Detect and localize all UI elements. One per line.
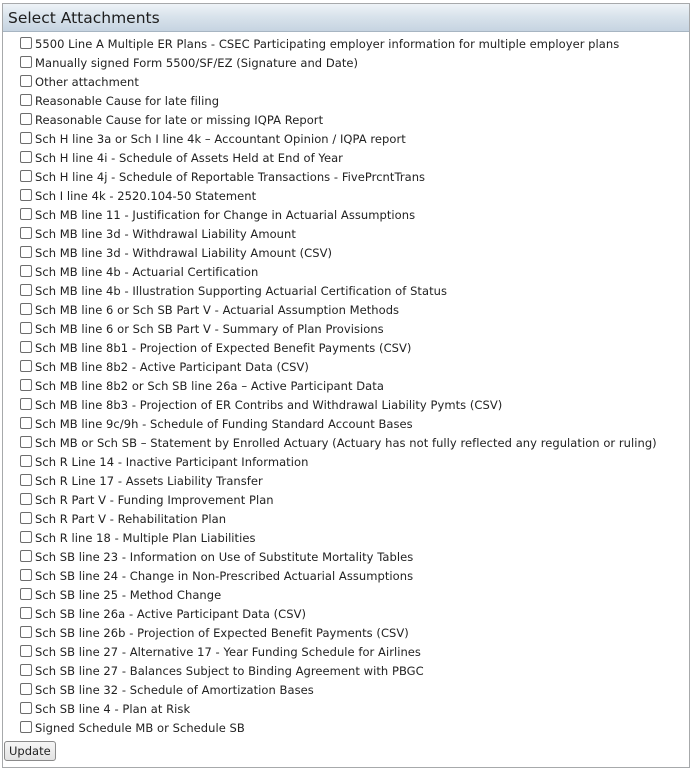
attachment-item[interactable] [20,643,657,662]
attachment-checkbox[interactable] [20,417,32,429]
attachment-checkbox[interactable] [20,531,32,543]
attachment-item[interactable] [20,415,657,434]
attachment-checkbox[interactable] [20,151,32,163]
attachment-item[interactable] [20,605,657,624]
attachment-item[interactable] [20,263,657,282]
attachment-item[interactable] [20,700,657,719]
attachment-item[interactable] [20,529,657,548]
attachment-item[interactable] [20,244,657,263]
attachment-checkbox[interactable] [20,189,32,201]
attachment-checkbox[interactable] [20,113,32,125]
attachment-checkbox[interactable] [20,170,32,182]
attachment-checkbox[interactable] [20,379,32,391]
attachment-label[interactable]: Sch MB or Sch SB – Statement by Enrolled Actuary (Actuary has not fully reflected any regulation or ruling) [35,436,657,450]
attachment-label[interactable]: Sch SB line 4 - Plan at Risk [35,702,191,716]
attachment-checkbox[interactable] [20,56,32,68]
attachment-item[interactable] [20,168,657,187]
attachment-item[interactable] [20,472,657,491]
attachment-item[interactable] [20,149,657,168]
attachment-item[interactable] [20,35,657,54]
attachment-label[interactable]: Signed Schedule MB or Schedule SB [35,721,245,735]
attachment-item[interactable] [20,130,657,149]
attachment-checkbox[interactable] [20,607,32,619]
attachment-label[interactable]: Sch R Part V - Funding Improvement Plan [35,493,274,507]
attachment-item[interactable] [20,301,657,320]
attachment-label[interactable]: Sch I line 4k - 2520.104-50 Statement [35,189,257,203]
attachment-item[interactable] [20,92,657,111]
attachment-item[interactable] [20,719,657,738]
attachment-label[interactable]: Sch SB line 24 - Change in Non-Prescribed Actuarial Assumptions [35,569,414,583]
attachment-checkbox[interactable] [20,360,32,372]
attachment-item[interactable] [20,358,657,377]
attachment-label[interactable]: Sch H line 4i - Schedule of Assets Held at End of Year [35,151,343,165]
attachment-checkbox[interactable] [20,550,32,562]
attachment-label[interactable]: Sch R line 18 - Multiple Plan Liabilities [35,531,256,545]
attachment-item[interactable] [20,510,657,529]
attachment-item[interactable] [20,491,657,510]
attachment-checkbox[interactable] [20,683,32,695]
attachment-checkbox[interactable] [20,664,32,676]
attachment-label[interactable]: Sch SB line 32 - Schedule of Amortization Bases [35,683,314,697]
attachment-item[interactable] [20,681,657,700]
attachment-item[interactable] [20,567,657,586]
attachment-list [20,35,657,738]
attachment-label[interactable]: Sch MB line 6 or Sch SB Part V - Summary of Plan Provisions [35,322,384,336]
attachment-checkbox[interactable] [20,493,32,505]
attachment-checkbox[interactable] [20,702,32,714]
attachment-label[interactable]: Sch MB line 4b - Actuarial Certification [35,265,259,279]
attachment-checkbox[interactable] [20,626,32,638]
attachment-item[interactable] [20,624,657,643]
attachment-label[interactable]: Sch MB line 8b2 or Sch SB line 26a – Active Participant Data [35,379,384,393]
attachment-item[interactable] [20,377,657,396]
attachment-label[interactable]: Sch R Line 17 - Assets Liability Transfer [35,474,263,488]
attachment-item[interactable] [20,282,657,301]
attachment-checkbox[interactable] [20,474,32,486]
attachment-checkbox[interactable] [20,227,32,239]
attachment-checkbox[interactable] [20,37,32,49]
attachment-label[interactable]: 5500 Line A Multiple ER Plans - CSEC Participating employer information for multiple employer plans [35,37,620,51]
attachment-checkbox[interactable] [20,569,32,581]
attachment-checkbox[interactable] [20,284,32,296]
attachment-label[interactable]: Sch MB line 4b - Illustration Supporting Actuarial Certification of Status [35,284,448,298]
attachment-label[interactable]: Sch MB line 3d - Withdrawal Liability Amount [35,227,296,241]
attachment-label[interactable]: Other attachment [35,75,139,89]
attachment-checkbox[interactable] [20,303,32,315]
attachment-label[interactable]: Manually signed Form 5500/SF/EZ (Signature and Date) [35,56,359,70]
attachment-item[interactable] [20,548,657,567]
attachment-item[interactable] [20,396,657,415]
attachment-checkbox[interactable] [20,322,32,334]
panel-header [3,4,689,32]
attachment-label[interactable]: Sch H line 4j - Schedule of Reportable Transactions - FivePrcntTrans [35,170,426,184]
attachment-item[interactable] [20,73,657,92]
attachment-checkbox[interactable] [20,455,32,467]
attachment-label[interactable]: Sch SB line 27 - Alternative 17 - Year Funding Schedule for Airlines [35,645,421,659]
attachment-item[interactable] [20,339,657,358]
attachment-item[interactable] [20,453,657,472]
attachment-item[interactable] [20,586,657,605]
attachment-item[interactable] [20,320,657,339]
attachment-checkbox[interactable] [20,398,32,410]
attachment-label[interactable]: Sch R Part V - Rehabilitation Plan [35,512,227,526]
attachment-label[interactable]: Sch MB line 9c/9h - Schedule of Funding Standard Account Bases [35,417,413,431]
attachment-checkbox[interactable] [20,75,32,87]
attachment-label[interactable]: Sch MB line 8b1 - Projection of Expected Benefit Payments (CSV) [35,341,412,355]
attachment-label[interactable]: Sch SB line 26a - Active Participant Data (CSV) [35,607,307,621]
attachment-label[interactable]: Sch MB line 8b3 - Projection of ER Contribs and Withdrawal Liability Pymts (CSV) [35,398,503,412]
update-button[interactable]: Update [4,741,56,761]
attachment-item[interactable] [20,662,657,681]
attachment-label[interactable]: Sch SB line 26b - Projection of Expected Benefit Payments (CSV) [35,626,409,640]
attachment-checkbox[interactable] [20,588,32,600]
attachment-label[interactable]: Sch R Line 14 - Inactive Participant Information [35,455,309,469]
attachment-label[interactable]: Sch SB line 25 - Method Change [35,588,222,602]
attachment-label[interactable]: Reasonable Cause for late filing [35,94,220,108]
attachment-item[interactable] [20,111,657,130]
attachment-checkbox[interactable] [20,132,32,144]
attachment-checkbox[interactable] [20,208,32,220]
attachment-checkbox[interactable] [20,341,32,353]
attachment-label[interactable]: Reasonable Cause for late or missing IQPA Report [35,113,324,127]
attachment-item[interactable] [20,187,657,206]
attachment-checkbox[interactable] [20,645,32,657]
attachment-label[interactable]: Sch MB line 11 - Justification for Change in Actuarial Assumptions [35,208,416,222]
attachment-item[interactable] [20,206,657,225]
attachment-checkbox[interactable] [20,265,32,277]
attachment-checkbox[interactable] [20,512,32,524]
attachment-item[interactable] [20,434,657,453]
attachment-label[interactable]: Sch SB line 23 - Information on Use of Substitute Mortality Tables [35,550,414,564]
attachment-label[interactable]: Sch SB line 27 - Balances Subject to Binding Agreement with PBGC [35,664,424,678]
attachment-label[interactable]: Sch MB line 8b2 - Active Participant Data (CSV) [35,360,309,374]
attachment-checkbox[interactable] [20,721,32,733]
attachment-label[interactable]: Sch H line 3a or Sch I line 4k – Accountant Opinion / IQPA report [35,132,406,146]
attachment-checkbox[interactable] [20,94,32,106]
attachment-checkbox[interactable] [20,436,32,448]
panel-title: Select Attachments [8,9,160,27]
attachment-item[interactable] [20,54,657,73]
attachment-checkbox[interactable] [20,246,32,258]
attachment-label[interactable]: Sch MB line 6 or Sch SB Part V - Actuarial Assumption Methods [35,303,400,317]
attachment-item[interactable] [20,225,657,244]
attachment-label[interactable]: Sch MB line 3d - Withdrawal Liability Amount (CSV) [35,246,333,260]
